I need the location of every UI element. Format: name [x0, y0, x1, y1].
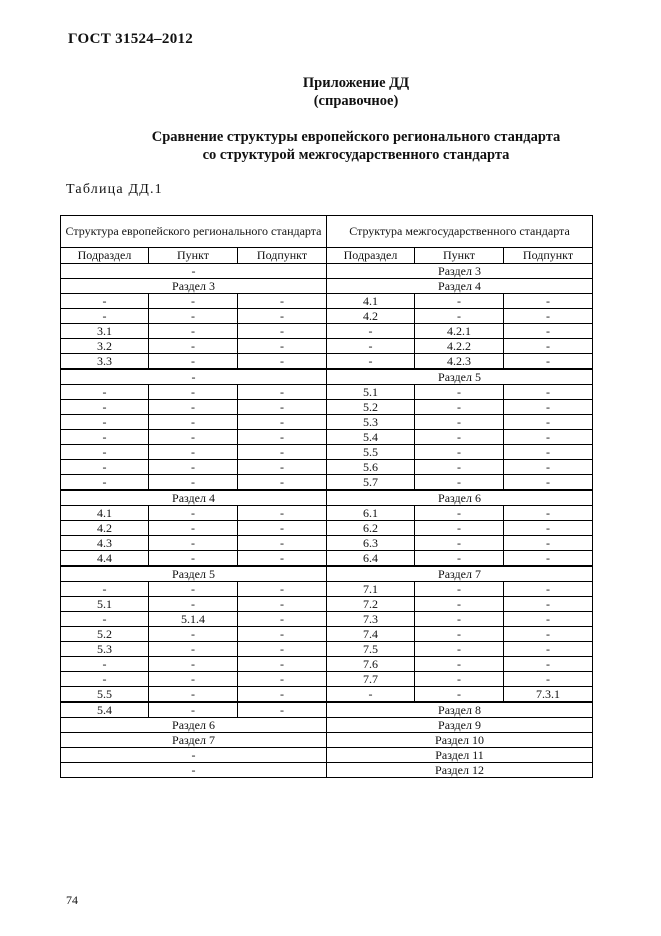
- table-row: [61, 294, 593, 309]
- table-row: [61, 279, 593, 294]
- table-row: [61, 385, 593, 400]
- table-cell: -: [415, 642, 504, 657]
- table-cell: -: [149, 506, 238, 521]
- table-cell: -: [149, 294, 238, 309]
- table-row: [61, 627, 593, 642]
- table-cell: Раздел 7: [61, 733, 327, 748]
- table-row: [61, 642, 593, 657]
- table-cell: Раздел 5: [61, 566, 327, 582]
- table-cell: -: [327, 354, 415, 370]
- table-row: [61, 597, 593, 612]
- table-cell: Раздел 8: [327, 702, 593, 718]
- column-header: Подпункт: [504, 248, 593, 264]
- table-cell: -: [415, 597, 504, 612]
- table-cell: Раздел 4: [61, 490, 327, 506]
- table-cell: -: [504, 597, 593, 612]
- table-row: [61, 687, 593, 703]
- document-code: ГОСТ 31524–2012: [68, 31, 194, 47]
- table-cell: 5.4: [327, 430, 415, 445]
- table-row: [61, 264, 593, 279]
- table-cell: -: [61, 264, 327, 279]
- table-cell: -: [415, 430, 504, 445]
- table-cell: 4.2.1: [415, 324, 504, 339]
- table-cell: -: [415, 460, 504, 475]
- table-cell: -: [504, 612, 593, 627]
- table-cell: -: [238, 430, 327, 445]
- table-cell: 4.2: [61, 521, 149, 536]
- table-cell: -: [61, 582, 149, 597]
- table-row: [61, 582, 593, 597]
- table-cell: -: [504, 400, 593, 415]
- table-cell: -: [504, 582, 593, 597]
- table-row: [61, 339, 593, 354]
- table-row: [61, 536, 593, 551]
- table-cell: -: [61, 415, 149, 430]
- table-cell: -: [61, 445, 149, 460]
- table-cell: -: [149, 597, 238, 612]
- table-cell: -: [415, 475, 504, 491]
- table-cell: 5.3: [327, 415, 415, 430]
- table-cell: -: [415, 309, 504, 324]
- table-cell: -: [149, 324, 238, 339]
- table-cell: -: [504, 475, 593, 491]
- table-cell: -: [61, 369, 327, 385]
- comparison-table: [60, 215, 593, 778]
- table-cell: Раздел 5: [327, 369, 593, 385]
- table-cell: -: [149, 400, 238, 415]
- table-cell: 3.3: [61, 354, 149, 370]
- table-cell: Раздел 12: [327, 763, 593, 778]
- table-row: [61, 415, 593, 430]
- table-cell: 6.2: [327, 521, 415, 536]
- table-cell: 3.1: [61, 324, 149, 339]
- table-cell: -: [504, 672, 593, 687]
- table-row: [61, 672, 593, 687]
- table-cell: Раздел 6: [61, 718, 327, 733]
- table-cell: 7.4: [327, 627, 415, 642]
- table-cell: 7.7: [327, 672, 415, 687]
- table-cell: -: [415, 506, 504, 521]
- table-row: [61, 718, 593, 733]
- table-cell: 5.2: [61, 627, 149, 642]
- table-cell: -: [61, 400, 149, 415]
- table-cell: -: [149, 582, 238, 597]
- table-cell: -: [61, 385, 149, 400]
- table-cell: -: [415, 657, 504, 672]
- table-cell: 4.2.2: [415, 339, 504, 354]
- table-cell: 7.3.1: [504, 687, 593, 703]
- table-cell: -: [238, 400, 327, 415]
- table-cell: -: [238, 385, 327, 400]
- table-cell: 7.6: [327, 657, 415, 672]
- table-row: [61, 763, 593, 778]
- table-row: [61, 733, 593, 748]
- table-cell: 5.1: [327, 385, 415, 400]
- table-cell: 6.4: [327, 551, 415, 567]
- table-cell: -: [415, 294, 504, 309]
- table-cell: -: [238, 475, 327, 491]
- table-cell: Раздел 7: [327, 566, 593, 582]
- table-row: [61, 460, 593, 475]
- table-cell: Раздел 10: [327, 733, 593, 748]
- table-cell: 4.2: [327, 309, 415, 324]
- table-cell: -: [149, 687, 238, 703]
- left-structure-header: Структура европейского регионального стандарта: [61, 216, 327, 248]
- table-row: [61, 430, 593, 445]
- table-cell: 5.5: [327, 445, 415, 460]
- table-row: [61, 490, 593, 506]
- table-row: [61, 309, 593, 324]
- table-cell: 5.1: [61, 597, 149, 612]
- column-header-row: [61, 248, 593, 264]
- table-cell: -: [61, 460, 149, 475]
- table-cell: -: [238, 506, 327, 521]
- table-cell: -: [238, 687, 327, 703]
- table-cell: -: [61, 475, 149, 491]
- table-cell: 7.5: [327, 642, 415, 657]
- table-cell: -: [149, 551, 238, 567]
- table-cell: -: [504, 521, 593, 536]
- table-cell: -: [149, 354, 238, 370]
- table-cell: -: [149, 672, 238, 687]
- table-cell: -: [238, 354, 327, 370]
- table-cell: -: [238, 415, 327, 430]
- table-cell: -: [327, 339, 415, 354]
- column-header: Пункт: [415, 248, 504, 264]
- annex-title-block: [60, 74, 652, 110]
- table-cell: 3.2: [61, 339, 149, 354]
- table-row: [61, 551, 593, 567]
- table-cell: -: [149, 415, 238, 430]
- table-cell: -: [149, 627, 238, 642]
- table-cell: 5.5: [61, 687, 149, 703]
- table-row: [61, 506, 593, 521]
- column-header: Пункт: [149, 248, 238, 264]
- annex-subtitle: (справочное): [313, 93, 399, 109]
- table-cell: 7.2: [327, 597, 415, 612]
- table-row: [61, 521, 593, 536]
- table-cell: -: [149, 657, 238, 672]
- table-cell: -: [327, 324, 415, 339]
- heading-line-2: со структурой межгосударственного стандарта: [202, 147, 510, 163]
- table-cell: -: [504, 642, 593, 657]
- table-cell: -: [504, 415, 593, 430]
- table-cell: -: [238, 657, 327, 672]
- table-cell: -: [504, 339, 593, 354]
- table-cell: -: [504, 551, 593, 567]
- table-cell: -: [149, 430, 238, 445]
- table-cell: -: [415, 582, 504, 597]
- table-cell: -: [415, 672, 504, 687]
- table-cell: -: [149, 536, 238, 551]
- table-cell: -: [415, 385, 504, 400]
- table-cell: 7.1: [327, 582, 415, 597]
- table-header-row: [61, 216, 593, 248]
- table-cell: -: [238, 324, 327, 339]
- table-cell: 5.3: [61, 642, 149, 657]
- table-row: [61, 566, 593, 582]
- table-cell: -: [415, 687, 504, 703]
- table-cell: -: [149, 475, 238, 491]
- column-header: Подраздел: [61, 248, 149, 264]
- table-cell: -: [149, 702, 238, 718]
- table-cell: -: [415, 445, 504, 460]
- table-cell: -: [327, 687, 415, 703]
- table-cell: -: [415, 612, 504, 627]
- table-cell: Раздел 6: [327, 490, 593, 506]
- annex-title: Приложение ДД: [302, 75, 410, 91]
- table-cell: -: [415, 415, 504, 430]
- table-cell: 4.1: [61, 506, 149, 521]
- table-cell: 4.2.3: [415, 354, 504, 370]
- table-cell: -: [504, 430, 593, 445]
- table-cell: -: [504, 460, 593, 475]
- table-cell: Раздел 11: [327, 748, 593, 763]
- table-row: [61, 612, 593, 627]
- table-cell: 5.1.4: [149, 612, 238, 627]
- table-cell: -: [149, 339, 238, 354]
- table-cell: -: [149, 642, 238, 657]
- table-cell: -: [149, 385, 238, 400]
- table-cell: -: [61, 430, 149, 445]
- table-cell: -: [238, 445, 327, 460]
- table-cell: -: [238, 612, 327, 627]
- table-cell: -: [61, 748, 327, 763]
- table-cell: -: [238, 294, 327, 309]
- table-cell: Раздел 3: [61, 279, 327, 294]
- table-cell: -: [61, 294, 149, 309]
- table-row: [61, 324, 593, 339]
- table-cell: -: [61, 763, 327, 778]
- right-structure-header: Структура межгосударственного стандарта: [327, 216, 593, 248]
- table-cell: -: [504, 536, 593, 551]
- table-cell: -: [504, 294, 593, 309]
- table-cell: -: [238, 339, 327, 354]
- table-cell: -: [61, 672, 149, 687]
- table-cell: Раздел 3: [327, 264, 593, 279]
- table-row: [61, 445, 593, 460]
- table-cell: 5.4: [61, 702, 149, 718]
- table-cell: -: [61, 612, 149, 627]
- table-cell: -: [415, 551, 504, 567]
- table-cell: Раздел 9: [327, 718, 593, 733]
- table-cell: -: [415, 400, 504, 415]
- table-cell: -: [238, 460, 327, 475]
- table-cell: -: [149, 460, 238, 475]
- table-cell: -: [61, 309, 149, 324]
- table-cell: -: [238, 597, 327, 612]
- table-row: [61, 475, 593, 491]
- table-cell: 6.3: [327, 536, 415, 551]
- column-header: Подраздел: [327, 248, 415, 264]
- table-cell: -: [238, 627, 327, 642]
- table-cell: 4.3: [61, 536, 149, 551]
- table-cell: -: [149, 309, 238, 324]
- table-cell: -: [238, 551, 327, 567]
- table-row: [61, 400, 593, 415]
- table-cell: -: [238, 582, 327, 597]
- table-cell: -: [149, 521, 238, 536]
- table-cell: -: [61, 657, 149, 672]
- heading-line-1: Сравнение структуры европейского регионального стандарта: [151, 129, 561, 145]
- table-cell: -: [504, 627, 593, 642]
- table-cell: -: [504, 657, 593, 672]
- table-cell: 5.6: [327, 460, 415, 475]
- table-cell: 5.2: [327, 400, 415, 415]
- table-row: [61, 702, 593, 718]
- table-cell: -: [504, 445, 593, 460]
- table-caption: Таблица ДД.1: [66, 182, 163, 197]
- table-cell: -: [504, 385, 593, 400]
- table-cell: -: [238, 309, 327, 324]
- table-cell: -: [238, 521, 327, 536]
- page-number: 74: [66, 893, 78, 907]
- table-cell: 4.4: [61, 551, 149, 567]
- table-cell: 7.3: [327, 612, 415, 627]
- table-cell: Раздел 4: [327, 279, 593, 294]
- table-cell: -: [238, 642, 327, 657]
- table-cell: -: [238, 536, 327, 551]
- table-cell: 6.1: [327, 506, 415, 521]
- table-cell: -: [238, 672, 327, 687]
- table-cell: -: [238, 702, 327, 718]
- table-cell: 4.1: [327, 294, 415, 309]
- table-cell: -: [504, 309, 593, 324]
- table-cell: -: [504, 324, 593, 339]
- table-cell: -: [504, 506, 593, 521]
- table-row: [61, 369, 593, 385]
- table-cell: -: [415, 536, 504, 551]
- table-row: [61, 748, 593, 763]
- table-row: [61, 354, 593, 370]
- section-heading: [60, 128, 652, 164]
- table-row: [61, 657, 593, 672]
- table-cell: -: [504, 354, 593, 370]
- table-cell: -: [415, 521, 504, 536]
- column-header: Подпункт: [238, 248, 327, 264]
- table-cell: -: [415, 627, 504, 642]
- table-cell: -: [149, 445, 238, 460]
- table-cell: 5.7: [327, 475, 415, 491]
